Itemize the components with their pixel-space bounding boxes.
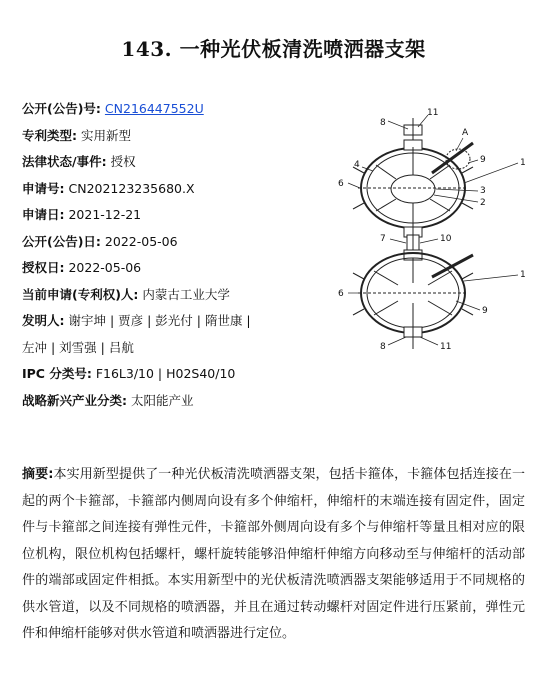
field-value: 2021-12-21: [68, 207, 142, 222]
figure-label: 1: [520, 270, 526, 280]
figure-label: 9: [482, 306, 488, 316]
field-application-date: [22, 202, 322, 229]
figure-label: 6: [338, 289, 344, 299]
field-label: 当前申请(专利权)人:: [22, 286, 139, 302]
field-label: 法律状态/事件:: [22, 154, 107, 169]
field-value: 内蒙古工业大学: [142, 286, 230, 302]
field-value: CN202123235680.X: [68, 180, 195, 196]
field-value: 实用新型: [80, 127, 131, 143]
field-industry: [22, 388, 322, 415]
publication-number-link[interactable]: CN216447552U: [104, 101, 204, 116]
field-value: 授权: [110, 154, 136, 169]
field-label: 专利类型:: [22, 127, 77, 143]
figure-label: 9: [480, 155, 486, 165]
field-label: 公开(公告)日:: [22, 233, 101, 249]
figure-label: 7: [380, 234, 386, 244]
field-label: 申请日:: [22, 207, 65, 222]
patent-drawing: [328, 105, 538, 355]
field-applicant: [22, 282, 322, 309]
field-value: 谢宇坤 | 贾彦 | 彭光付 | 隋世康 |: [68, 313, 251, 328]
figure-label: A: [462, 128, 469, 138]
field-label: 发明人:: [22, 313, 65, 328]
figure-label: 10: [440, 234, 452, 244]
field-label: 申请号:: [22, 180, 65, 196]
figure-label: 11: [427, 108, 439, 118]
field-ipc: [22, 361, 322, 388]
field-label: 授权日:: [22, 260, 65, 275]
field-value: 太阳能产业: [130, 392, 194, 408]
field-value: 2022-05-06: [68, 260, 142, 275]
figure-label: 3: [480, 186, 486, 196]
field-legal-status: [22, 149, 322, 176]
field-inventors: [22, 308, 322, 335]
figure-label: 2: [480, 198, 486, 208]
field-value: F16L3/10 | H02S40/10: [95, 366, 236, 381]
upper-clamp: [353, 118, 473, 237]
lower-clamp: [353, 250, 473, 349]
field-value: 左冲 | 刘雪强 | 吕航: [22, 339, 134, 355]
figure-label: 1: [520, 158, 526, 168]
field-label: 公开(公告)号:: [22, 101, 101, 116]
field-publication-date: [22, 229, 322, 256]
figure-label: 8: [380, 342, 386, 352]
field-value: 2022-05-06: [104, 233, 178, 249]
field-label: 战略新兴产业分类:: [22, 392, 127, 408]
abstract-text: 本实用新型提供了一种光伏板清洗喷洒器支架，包括卡箍体，卡箍体包括连接在一起的两个卡箍部，卡箍部内侧周向设有多个伸缩杆，伸缩杆的末端连接有固定件，固定件与卡箍部之间连接有弹性元件，卡箍部外侧周向设有多个与伸缩杆等量且相对应的限位机构，限位机构包括螺杆，螺杆旋转能够沿伸缩杆伸缩方向移动至与伸缩杆的活动部件的端部或固定件相抵。本实用新型中的光伏板清洗喷洒器支架能够适用于不同规格的供水管道，以及不同规格的喷洒器，并且在通过转动螺杆对固定件进行压紧前，弹性元件和伸缩杆能够对供水管道和喷洒器进行定位。: [22, 467, 525, 641]
field-application-number: [22, 176, 322, 203]
figure-label: 6: [338, 179, 344, 189]
field-publication-number: [22, 96, 322, 123]
field-inventors-cont: [22, 335, 322, 362]
figure-label: 8: [380, 118, 386, 128]
figure-label: 4: [354, 160, 360, 170]
field-label: IPC 分类号:: [22, 366, 92, 381]
figure-label: 11: [440, 342, 452, 352]
abstract: [22, 462, 525, 648]
patent-fields: [22, 96, 322, 414]
field-patent-type: [22, 123, 322, 150]
field-grant-date: [22, 255, 322, 282]
abstract-label: 摘要:: [22, 467, 54, 482]
patent-title: 143. 一种光伏板清洗喷洒器支架: [121, 37, 426, 61]
